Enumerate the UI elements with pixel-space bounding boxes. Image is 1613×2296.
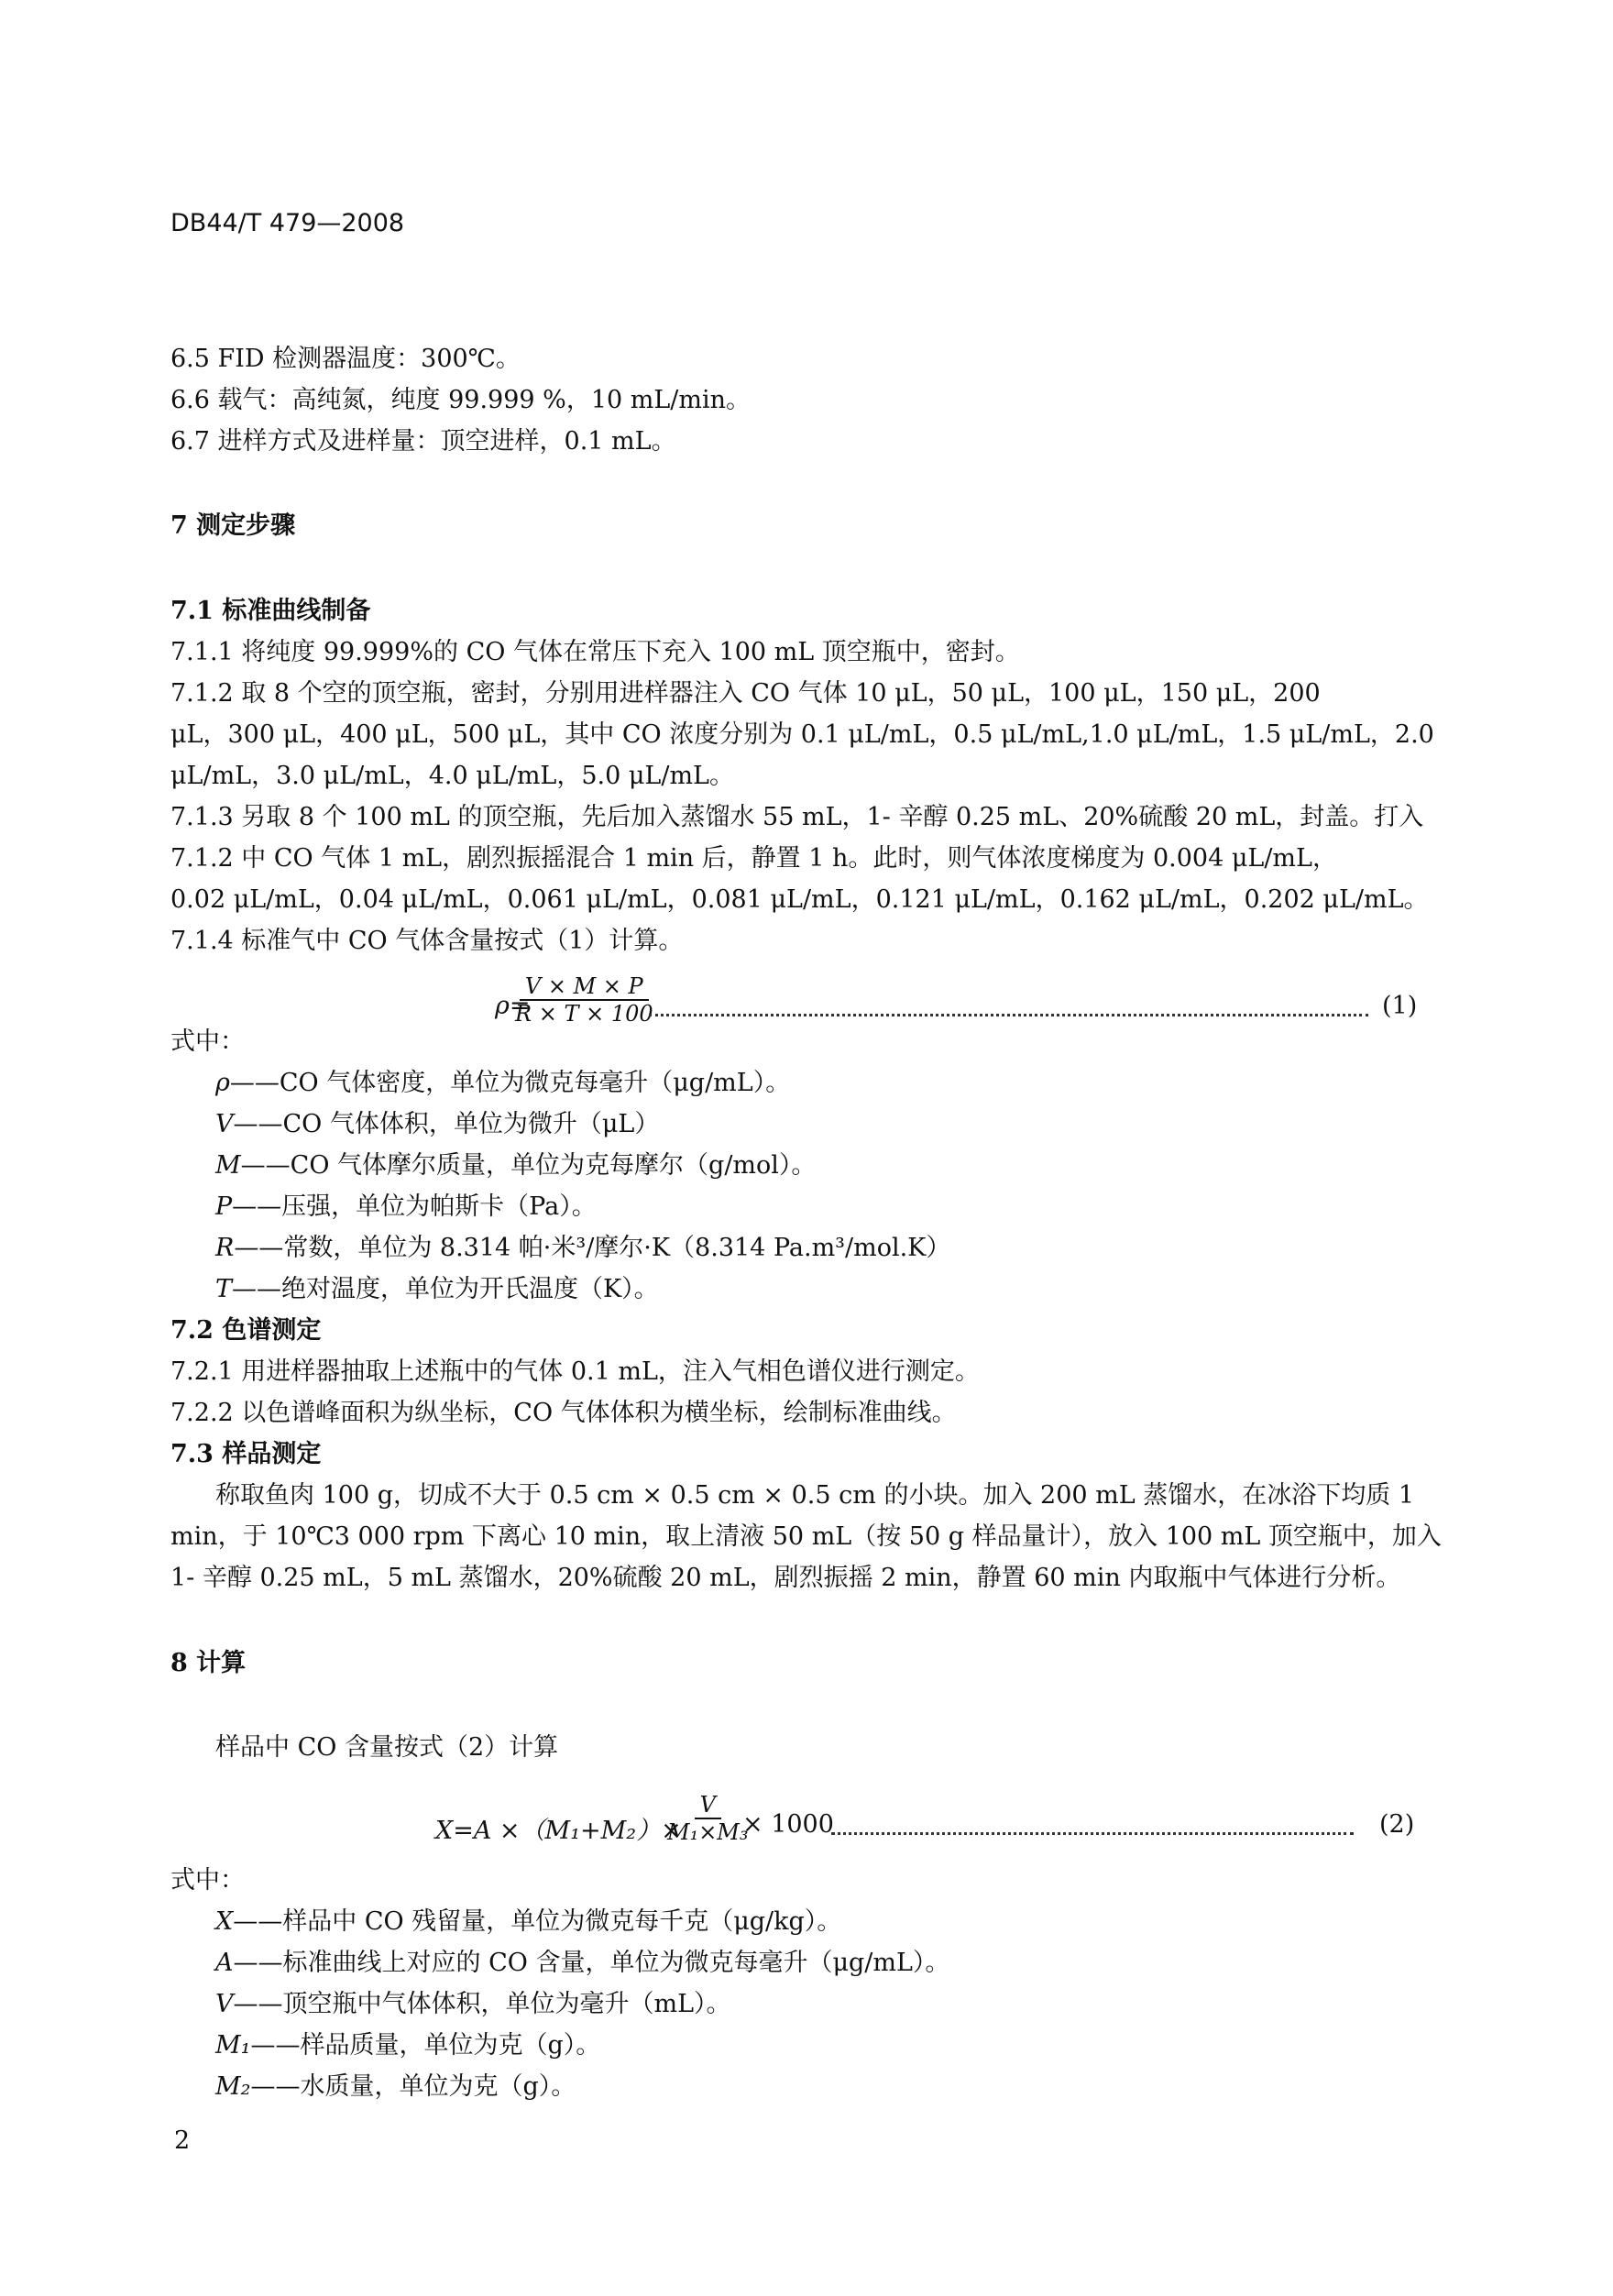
formula-1-numerator: V × M × P (520, 973, 649, 1001)
item-7-1-2-line: 7.1.2 取 8 个空的顶空瓶，密封，分别用进样器注入 CO 气体 10 μL，50 μL，100 μL，150 μL，200 (170, 679, 1321, 708)
item-7-2-2: 7.2.2 以色谱峰面积为纵坐标，CO 气体体积为横坐标，绘制标准曲线。 (170, 1399, 957, 1427)
equation-number-1: (1) (1382, 992, 1418, 1020)
equation-number-2: (2) (1379, 1810, 1415, 1839)
item-7-1-3-line: 7.1.2 中 CO 气体 1 mL，剧烈振摇混合 1 min 后，静置 1 h。此时，则气体浓度梯度为 0.004 μL/mL， (170, 844, 1337, 873)
definition-v2: V——顶空瓶中气体体积，单位为毫升（mL）。 (215, 1990, 731, 2018)
definition-a: A——标准曲线上对应的 CO 含量，单位为微克每毫升（μg/mL）。 (215, 1949, 950, 1977)
leader-dots (649, 1014, 1368, 1016)
definition-r: R——常数，单位为 8.314 帕·米³/摩尔·K（8.314 Pa.m³/mol.K） (215, 1234, 951, 1262)
where-label-2: 式中： (170, 1866, 245, 1895)
formula-2-denominator: M₁×M₃ (667, 1819, 749, 1845)
formula-1-lhs: ρ= (495, 992, 531, 1020)
item-7-1-4: 7.1.4 标准气中 CO 气体含量按式（1）计算。 (170, 927, 684, 955)
item-7-1-3-line: 0.02 μL/mL，0.04 μL/mL，0.061 μL/mL，0.081 μL/mL，0.121 μL/mL，0.162 μL/mL，0.202 μL/mL。 (170, 885, 1429, 914)
section-7-heading: 7 测定步骤 (170, 511, 296, 540)
definition-rho: ρ——CO 气体密度，单位为微克每毫升（μg/mL）。 (215, 1069, 791, 1097)
item-7-3-line: 称取鱼肉 100 g，切成不大于 0.5 cm × 0.5 cm × 0.5 cm 的小块。加入 200 mL 蒸馏水，在冰浴下均质 1 (215, 1481, 1415, 1510)
item-7-1-2-line: μL/mL，3.0 μL/mL，4.0 μL/mL，5.0 μL/mL。 (170, 762, 734, 790)
item-7-1-2-line: μL，300 μL，400 μL，500 μL，其中 CO 浓度分别为 0.1 μL/mL，0.5 μL/mL,1.0 μL/mL，1.5 μL/mL，2.0 (170, 720, 1434, 749)
leader-dots (831, 1832, 1354, 1835)
definition-m2: M₂——水质量，单位为克（g）。 (215, 2072, 576, 2101)
section-8-heading: 8 计算 (170, 1649, 247, 1677)
formula-2-suffix: × 1000 (742, 1810, 834, 1839)
where-label-1: 式中： (170, 1027, 245, 1056)
formula-2-prefix: X=A ×（M₁+M₂）× (435, 1817, 682, 1845)
formula-1-fraction (515, 973, 653, 1027)
page-number: 2 (174, 2126, 191, 2155)
definition-x: X——样品中 CO 残留量，单位为微克每千克（μg/kg）。 (215, 1907, 842, 1936)
formula-2 (435, 1792, 1443, 1858)
definition-m1: M₁——样品质量，单位为克（g）。 (215, 2031, 601, 2060)
section-7-2-heading: 7.2 色谱测定 (170, 1316, 322, 1345)
item-6-6: 6.6 载气：高纯氮，纯度 99.999 %，10 mL/min。 (170, 386, 752, 414)
definition-v: V——CO 气体体积，单位为微升（μL） (215, 1110, 660, 1138)
item-7-2-1: 7.2.1 用进样器抽取上述瓶中的气体 0.1 mL，注入气相色谱仪进行测定。 (170, 1357, 980, 1386)
item-7-3-line: min，于 10℃3 000 rpm 下离心 10 min，取上清液 50 mL（按 50 g 样品量计），放入 100 mL 顶空瓶中，加入 (170, 1522, 1442, 1551)
item-6-7: 6.7 进样方式及进样量：顶空进样，0.1 mL。 (170, 427, 676, 456)
definition-m: M——CO 气体摩尔质量，单位为克每摩尔（g/mol）。 (215, 1151, 817, 1180)
formula-1-denominator: R × T × 100 (515, 1001, 653, 1027)
item-6-5: 6.5 FID 检测器温度：300℃。 (170, 345, 521, 373)
section-7-3-heading: 7.3 样品测定 (170, 1440, 322, 1468)
formula-1 (495, 973, 1418, 1038)
formula-2-numerator: V (695, 1792, 721, 1819)
item-7-1-3-line: 7.1.3 另取 8 个 100 mL 的顶空瓶，先后加入蒸馏水 55 mL，1- 辛醇 0.25 mL、20%硫酸 20 mL，封盖。打入 (170, 803, 1424, 831)
definition-t: T——绝对温度，单位为开氏温度（K）。 (215, 1275, 659, 1303)
section-8-intro: 样品中 CO 含量按式（2）计算 (215, 1733, 559, 1762)
formula-2-fraction (667, 1792, 749, 1845)
definition-p: P——压强，单位为帕斯卡（Pa）。 (215, 1192, 597, 1221)
item-7-3-line: 1- 辛醇 0.25 mL，5 mL 蒸馏水，20%硫酸 20 mL，剧烈振摇 2 min，静置 60 min 内取瓶中气体进行分析。 (170, 1564, 1401, 1592)
standard-code-header: DB44/T 479—2008 (170, 209, 405, 237)
item-7-1-1: 7.1.1 将纯度 99.999%的 CO 气体在常压下充入 100 mL 顶空瓶中，密封。 (170, 638, 1020, 666)
section-7-1-heading: 7.1 标准曲线制备 (170, 597, 371, 625)
